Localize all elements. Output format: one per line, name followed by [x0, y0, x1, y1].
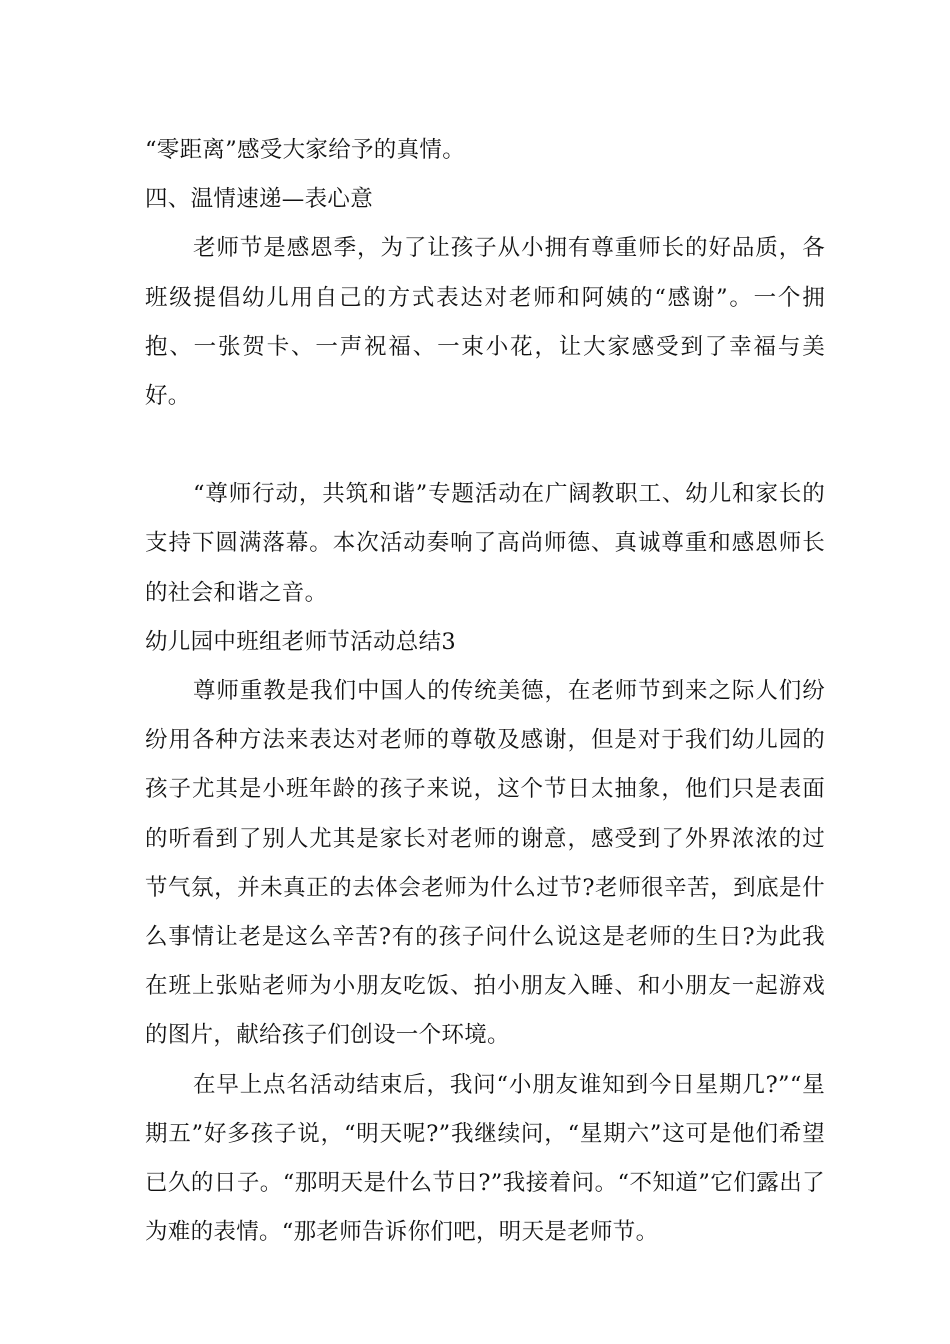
document-body: [145, 126, 825, 1257]
paragraph-closing-line: “零距离”感受大家给予的真情。: [145, 137, 466, 163]
article-title-summary-3: 幼儿园中班组老师节活动总结3: [145, 628, 457, 655]
paragraph-respect-teachers: 尊师重教是我们中国人的传统美德，在老师节到来之际人们纷纷用各种方法来表达对老师的尊敬及感谢，但是对于我们幼儿园的孩子尤其是小班年龄的孩子来说，这个节日太抽象，他们只是表面的听看到了别人尤其是家长对老师的谢意，感受到了外界浓浓的过节气氛，并未真正的去体会老师为什么过节?老师很辛苦，到底是什么事情让老是这么辛苦?有的孩子问什么说这是老师的生日?为此我在班上张贴老师为小朋友吃饭、拍小朋友入睡、和小朋友一起游戏的图片，献给孩子们创设一个环境。: [145, 678, 825, 1049]
paragraph-gratitude: 老师节是感恩季，为了让孩子从小拥有尊重师长的好品质，各班级提倡幼儿用自己的方式表达对老师和阿姨的“感谢”。一个拥抱、一张贺卡、一声祝福、一束小花，让大家感受到了幸福与美好。: [145, 235, 825, 410]
paragraph-spacer: [145, 421, 825, 470]
section-heading-four: 四、温情速递—表心意: [145, 186, 374, 213]
paragraph-activity-conclusion: “尊师行动，共筑和谐”专题活动在广阔教职工、幼儿和家长的支持下圆满落幕。本次活动奏响了高尚师德、真诚尊重和感恩师长的社会和谐之音。: [145, 481, 825, 606]
paragraph-morning-rollcall: 在早上点名活动结束后，我问“小朋友谁知到今日星期几?”“星期五”好多孩子说，“明天呢?”我继续问，“星期六”这可是他们希望已久的日子。“那明天是什么节日?”我接着问。“不知道”它们露出了为难的表情。“那老师告诉你们吧，明天是老师节。: [145, 1071, 825, 1246]
